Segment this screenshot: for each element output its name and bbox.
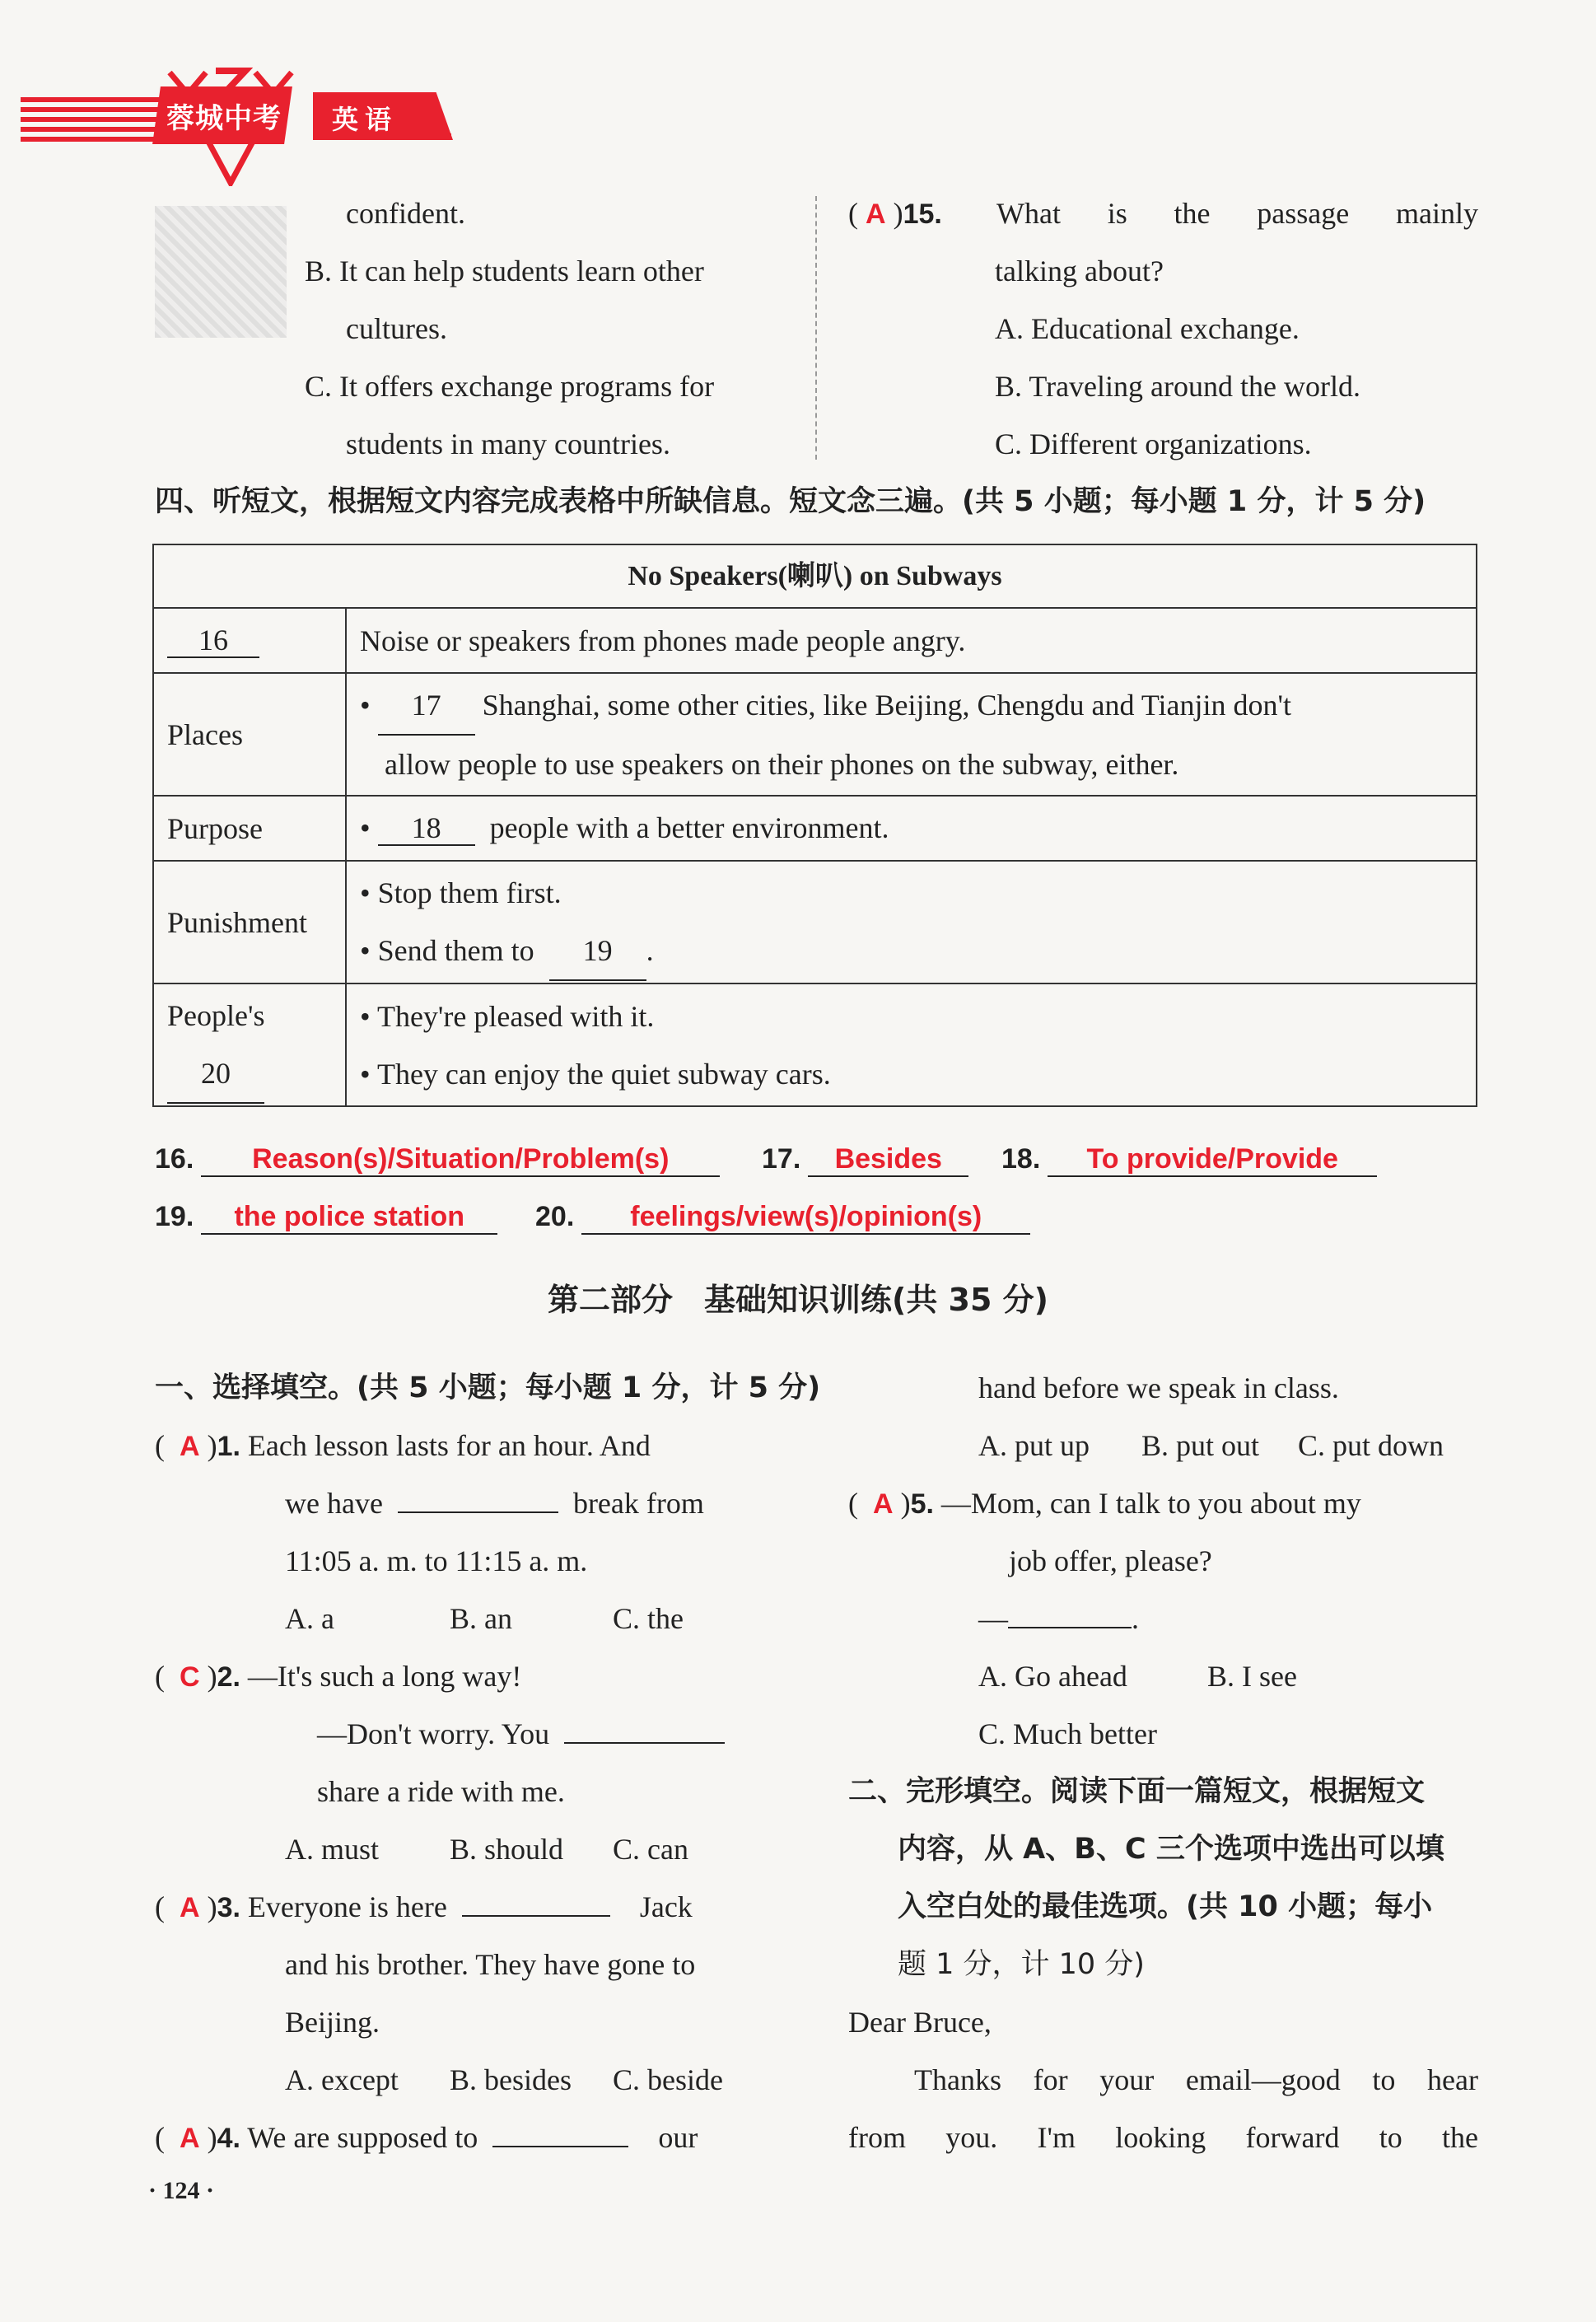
answer-16: 16. Reason(s)/Situation/Problem(s) [155,1142,720,1177]
page-number: · 124 · [148,2177,215,2204]
question-4-line2: hand before we speak in class. [978,1371,1339,1404]
section-2-title-line2: 内容，从 A、B、C 三个选项中选出可以填 [898,1833,1444,1866]
answer-19: 19. the police station [155,1199,497,1235]
question-3-line3: Beijing. [285,2006,380,2039]
qr-code-image [155,206,287,338]
question-2-line3: share a ride with me. [317,1775,565,1808]
question-3-line2: and his brother. They have gone to [285,1948,696,1981]
section-1-title: 一、选择填空。(共 5 小题；每小题 1 分，计 5 分) [155,1371,821,1404]
blank-18: 18 [378,811,475,846]
table-title: No Speakers(喇叭) on Subways [153,544,1477,608]
option-c: C. It offers exchange programs for [305,370,715,403]
row-purpose-label: Purpose [153,796,346,861]
option-b-continuation: cultures. [346,312,447,345]
blank-20: 20 [167,1044,264,1104]
q5-options-row2: C. Much better [978,1717,1157,1750]
q5-options-row1: A. Go ahead B. I see [978,1660,1297,1693]
table-row: Punishment • Stop them first. • Send them to 19 . [153,861,1477,983]
q15-option-c: C. Different organizations. [995,427,1312,460]
question-1: ( A )1. Each lesson lasts for an hour. And [155,1429,651,1462]
q4-options: A. put up B. put out C. put down [978,1429,1444,1462]
question-2: ( C )2. —It's such a long way! [155,1660,522,1693]
answer-18: 18. To provide/Provide [1001,1142,1377,1177]
letter-greeting: Dear Bruce, [848,2006,992,2039]
row-peoples-label: People's [167,998,265,1032]
option-c-continuation: students in many countries. [346,427,670,460]
table-row [153,608,1477,673]
question-1-line3: 11:05 a. m. to 11:15 a. m. [285,1544,588,1577]
question-5-line2: job offer, please? [1009,1544,1212,1577]
q1-options: A. a B. an C. the [285,1602,684,1635]
q15-option-a: A. Educational exchange. [995,312,1300,345]
letter-line2: from you. I'm looking forward to the [848,2121,1478,2154]
answer-20: 20. feelings/view(s)/opinion(s) [535,1199,1030,1235]
question-4: ( A )4. We are supposed to our [155,2121,698,2154]
question-15: ( A )15. What is the passage mainly [848,197,1478,230]
part-2-title: 第二部分 基础知识训练(共 35 分) [547,1282,1049,1318]
question-15-stem: talking about? [995,255,1164,287]
blank-17: 17 [378,676,475,736]
section-2-title-line3: 入空白处的最佳选项。(共 10 小题；每小 [898,1890,1433,1923]
option-a-continuation: confident. [346,197,465,230]
question-3: ( A )3. Everyone is here Jack [155,1890,693,1923]
table-row: Places • 17 Shanghai, some other cities, like Beijing, Chengdu and Tianjin don't allow people to use speakers on their phones on the subway, either. [153,673,1477,796]
answer-15: A [866,199,886,230]
question-1-line2: we have break from [285,1487,704,1520]
blank-19: 19 [549,922,646,981]
blank-16: 16 [167,624,259,658]
section-4-title: 四、听短文，根据短文内容完成表格中所缺信息。短文念三遍。(共 5 小题；每小题 1 分，计 5 分) [155,485,1426,518]
q3-options: A. except B. besides C. beside [285,2063,723,2096]
question-5-line3: — . [978,1602,1139,1635]
q15-option-b: B. Traveling around the world. [995,370,1360,403]
row-places-line2: allow people to use speakers on their phones on the subway, either. [385,747,1179,781]
letter-line1: Thanks for your email—good to hear [914,2063,1478,2096]
listening-table [152,544,1477,1107]
question-5: ( A )5. —Mom, can I talk to you about my [848,1487,1361,1520]
row-punishment-label: Punishment [153,861,346,983]
subject-label: 英语 [332,104,399,135]
column-divider [815,196,817,460]
question-2-line2: —Don't worry. You [317,1717,725,1750]
table-row: People's 20 • They're pleased with it. • They can enjoy the quiet subway cars. [153,983,1477,1106]
q2-options: A. must B. should C. can [285,1833,688,1866]
section-2-title-line4: 题 1 分，计 10 分) [898,1948,1145,1981]
table-row: Purpose • 18 people with a better environment. [153,796,1477,861]
row-places-label: Places [153,673,346,796]
row-16-content: Noise or speakers from phones made people angry. [346,608,1477,673]
answer-17: 17. Besides [762,1142,968,1177]
section-2-title-line1: 二、完形填空。阅读下面一篇短文，根据短文 [848,1775,1426,1808]
option-b: B. It can help students learn other [305,255,704,287]
brand-name: 蓉城中考 [166,102,282,135]
